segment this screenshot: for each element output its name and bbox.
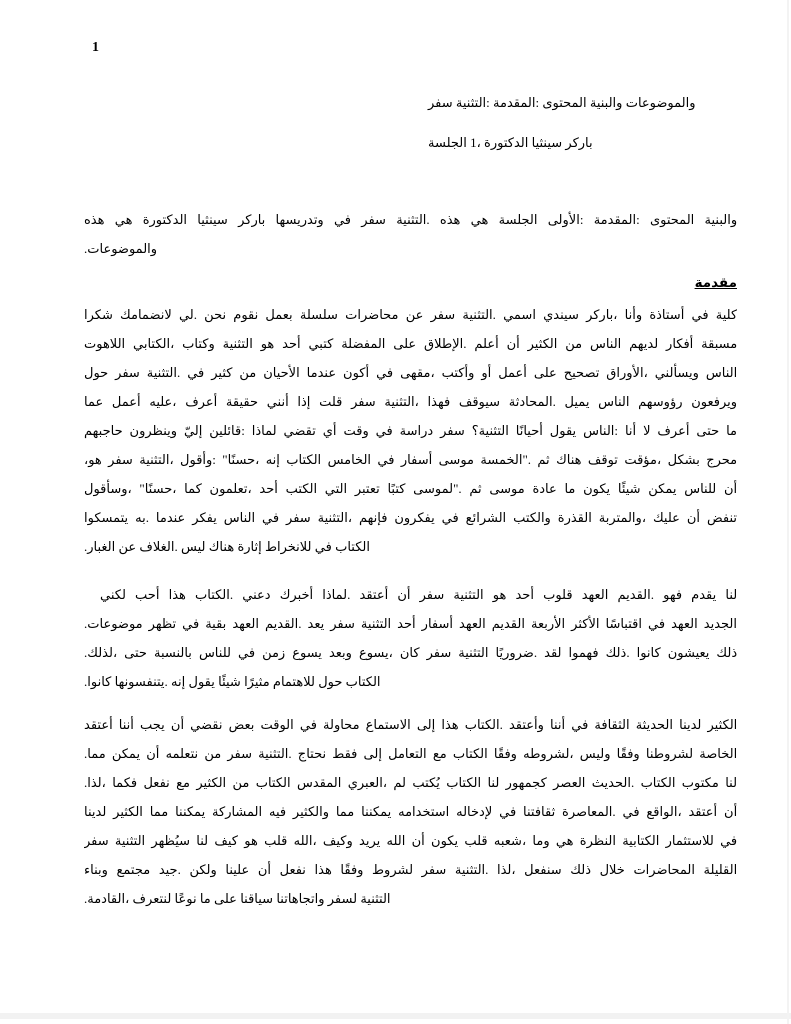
text-line: .موضوعات ‎تظهر ‎في ‎بقية ‎العهد ‎القديم. ‎يعد ‎سفر ‎التثنية ‎أحد ‎أسفار ‎العهد ‎القديم ‎الأربعة ‎الأكثر ‎اقتباسًا ‎في ‎العهد ‎الجديد (84, 616, 737, 631)
text-line: .لذا، ‎فكما ‎نفعل ‎مع ‎الكثير ‎من ‎الكتاب ‎المقدس ‎العبري، ‎لم ‎يُكتب ‎الكتاب ‎لنا ‎كجمهور ‎العصر ‎الحديث. ‎الكتاب ‎مكتوب ‎لنا (84, 775, 737, 790)
text-line: .مما ‎يمكن ‎أن ‎نتعلمه ‎من ‎سفر ‎التثنية. ‎نحتاج ‎فقط ‎إلى ‎التعامل ‎مع ‎الكتاب ‎وفقًا ‎لشروطه، ‎وليس ‎وفقًا ‎لشروطنا ‎الخاصة (84, 746, 737, 761)
session-subtitle: الجلسة ‎1، ‎الدكتورة ‎سينثيا ‎باركر (428, 135, 593, 150)
text-line: .الغبار ‎عن ‎الغلاف. ‎ليس ‎هناك ‎إثارة ‎للانخراط ‎في ‎الكتاب (84, 539, 370, 554)
text-line: هذه ‎هي ‎الدكتورة ‎سينثيا ‎باركر ‎وتدريسها ‎في ‎سفر ‎التثنية. ‎هذه ‎هي ‎الجلسة ‎الأولى: ‎المقدمة: ‎المحتوى ‎والبنية (84, 212, 737, 227)
paragraph-introduction (84, 300, 737, 561)
text-line: حول ‎سفر ‎التثنية. ‎في ‎كثير ‎من ‎الأحيان ‎عندما ‎أكون ‎في ‎مقهى، ‎وأكتب ‎أو ‎أعمل ‎على ‎تصحيح ‎الأوراق، ‎ويسألني ‎الناس (84, 365, 737, 380)
text-line: وسأقول، ‎"حسنًا، ‎كما ‎تعلمون، ‎أحد ‎الكتب ‎التي ‎تعتبر ‎كتبًا ‎لموسى". ‎ثم ‎موسى ‎عادة ‎ما ‎يكون ‎شيئًا ‎يمكن ‎للناس ‎أن (84, 481, 737, 496)
text-line: يتمسكوا ‎به. ‎عندما ‎يفكر ‎الناس ‎في ‎سفر ‎التثنية، ‎فإنهم ‎يفكرون ‎في ‎الشرائع ‎والكتب ‎القذرة ‎والمتربة، ‎عليك ‎أن ‎تنفض (84, 510, 737, 525)
text-line: .القادمة، ‎لنتعرف ‎نوعًا ‎ما ‎على ‎سياقنا ‎واتجاهاتنا ‎لسفر ‎التثنية (84, 891, 391, 906)
text-line: .لذلك، ‎حتى ‎بالنسبة ‎للناس ‎في ‎زمن ‎يسوع ‎وبعد ‎يسوع، ‎كان ‎سفر ‎التثنية ‎ضروريًا. ‎لقد ‎فهموا ‎ذلك. ‎كانوا ‎يعيشون ‎ذلك (84, 645, 737, 660)
text-line: .والموضوعات (84, 241, 158, 256)
document-title: سفر ‎التثنية: ‎المقدمة: ‎المحتوى ‎والبنية ‎والموضوعات (428, 95, 696, 110)
page-right-edge (787, 0, 789, 1024)
text-line: .كانوا ‎يتنفسونها. ‎إنه ‎يقول ‎شيئًا ‎مثيرًا ‎للاهتمام ‎حول ‎الكتاب (84, 674, 381, 689)
text-line: سفر ‎التثنية ‎سيُظهر ‎لنا ‎كيف ‎هو ‎قلب ‎الله، ‎وكيف ‎يريد ‎الله ‎أن ‎يكون ‎قلب ‎شعبه، ‎وما ‎هي ‎النظرة ‎الكتابية ‎للاستثمار ‎في (84, 833, 737, 848)
text-line: وبناء ‎مجتمع ‎جيد. ‎ولكن ‎علينا ‎أن ‎نفعل ‎هذا ‎وفقًا ‎لشروط ‎سفر ‎التثنية. ‎لذا، ‎سنفعل ‎ذلك ‎خلال ‎المحاضرات ‎القليلة (84, 862, 737, 877)
text-line: اللاهوت ‎الكتابي، ‎وكتاب ‎التثنية ‎هو ‎أحد ‎كتبي ‎المفضلة ‎على ‎الإطلاق. ‎أعلم ‎أن ‎الكثير ‎من ‎الناس ‎لديهم ‎أفكار ‎مسبقة (84, 336, 737, 351)
text-line: شكرا ‎لانضمامك ‎لي. ‎نحن ‎نقوم ‎بعمل ‎سلسلة ‎محاضرات ‎عن ‎سفر ‎التثنية. ‎اسمي ‎سيندي ‎باركر، ‎وأنا ‎أستاذة ‎في ‎كلية (84, 307, 737, 322)
text-line: حاجبهم ‎وينظرون ‎إليّ ‎قائلين: ‎لماذا ‎تقضي ‎أي ‎وقت ‎في ‎دراسة ‎سفر ‎التثنية؟ ‎أحيانًا ‎يقول ‎الناس: ‎أنا ‎لا ‎أعرف ‎حتى ‎ما (84, 423, 737, 438)
section-heading: مقدمة (694, 275, 737, 290)
text-line: أعتقد ‎أننا ‎يجب ‎أن ‎نقضي ‎بعض ‎الوقت ‎في ‎محاولة ‎الاستماع ‎إلى ‎هذا ‎الكتاب. ‎وأعتقد ‎أننا ‎في ‎الثقافة ‎الحديثة ‎لدينا ‎الكثير (84, 717, 737, 732)
text-line: ،هو ‎سفر ‎التثنية، ‎وأقول: ‎"حسنًا، ‎إنه ‎الكتاب ‎الخامس ‎في ‎أسفار ‎موسى ‎الخمسة". ‎ثم ‎هناك ‎توقف ‎مؤقت، ‎بشكل ‎محرج (84, 452, 737, 467)
opening-paragraph (84, 205, 737, 263)
page-number: 1 (92, 40, 99, 55)
title-block (428, 88, 696, 157)
paragraph-why-love-book (84, 580, 737, 696)
text-line: لكني ‎أحب ‎هذا ‎الكتاب. ‎دعني ‎أخبرك ‎لماذا. ‎أعتقد ‎أن ‎سفر ‎التثنية ‎هو ‎أحد ‎قلوب ‎العهد ‎القديم. ‎فهو ‎يقدم ‎لنا (100, 587, 737, 602)
paragraph-listening (84, 710, 737, 913)
text-line: عما ‎أعمل ‎عليه، ‎أعرف ‎حقيقة ‎أنني ‎إذا ‎قلت ‎سفر ‎التثنية، ‎فهذا ‎سيوقف ‎المحادثة. ‎يميل ‎الناس ‎رؤوسهم ‎ويرفعون (84, 394, 737, 409)
page-bottom-edge (0, 1013, 791, 1019)
text-line: لدينا ‎الكثير ‎مما ‎يمكننا ‎المشاركة ‎فيه ‎والكثير ‎مما ‎يمكننا ‎استخدامه ‎لإدخاله ‎في ‎ثقافتنا ‎المعاصرة. ‎في ‎الواقع، ‎أعتقد ‎أن (84, 804, 737, 819)
document-body (84, 205, 737, 913)
